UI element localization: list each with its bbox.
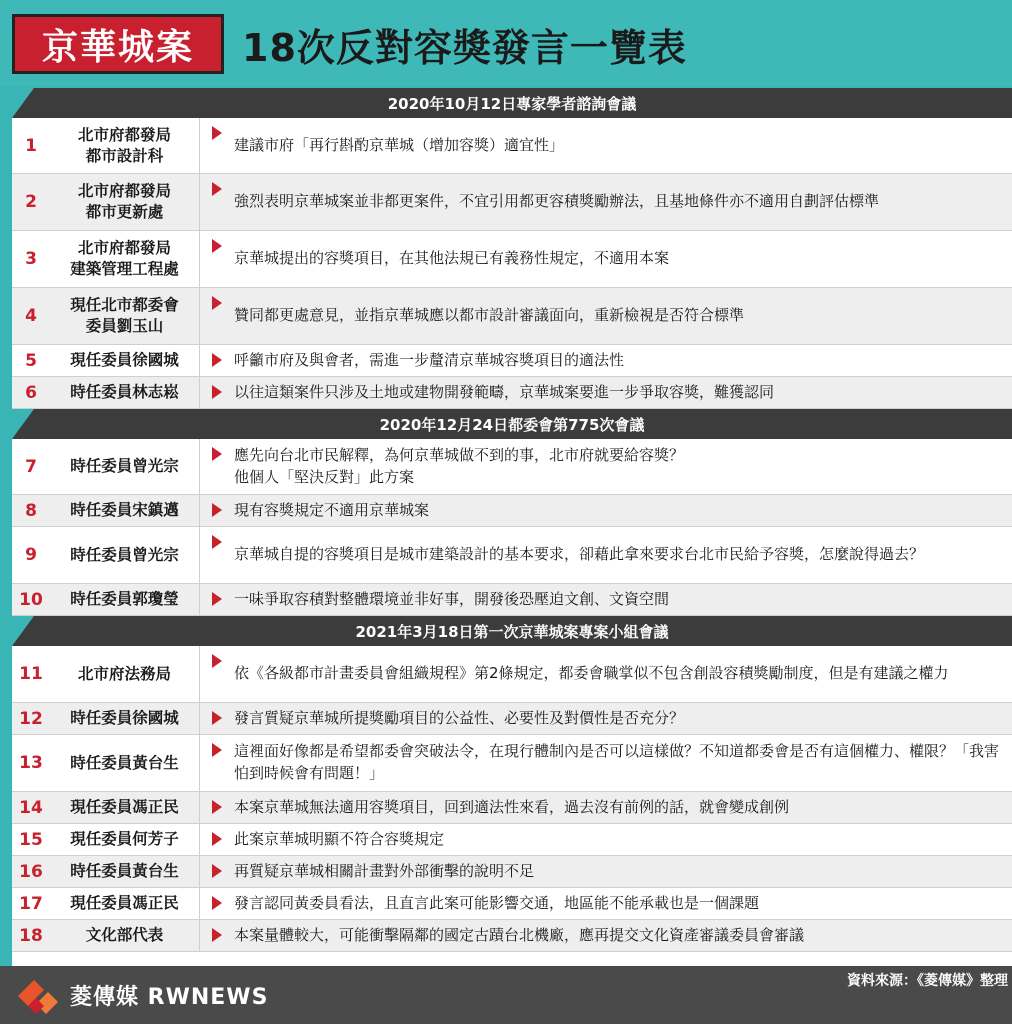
table-row (12, 646, 1012, 703)
brand-name: 菱傳媒 RWNEWS (70, 985, 269, 1010)
statement-text: 再質疑京華城相關計畫對外部衝擊的說明不足 (234, 861, 535, 880)
statement-cell (200, 495, 1012, 526)
triangle-bullet-icon (212, 126, 224, 140)
triangle-bullet-icon (212, 864, 224, 878)
triangle-bullet-icon (212, 182, 224, 196)
table-row (12, 792, 1012, 824)
table-row (12, 377, 1012, 409)
table-row (12, 584, 1012, 616)
table-row (12, 439, 1012, 495)
statement-cell (200, 118, 1012, 173)
statement-text: 京華城自提的容獎項目是城市建築設計的基本要求，卻藉此拿來要求台北市民給予容獎，怎麼說得過去？ (234, 545, 925, 564)
statement-text: 以往這類案件只涉及土地或建物開發範疇，京華城案要進一步爭取容獎，難獲認同 (234, 382, 775, 401)
row-number: 1 (25, 135, 37, 156)
speaker: 時任委員郭瓊瑩 (50, 584, 200, 615)
speaker: 現任委員馮正民 (50, 792, 200, 823)
table-row (12, 527, 1012, 584)
triangle-bullet-icon (212, 592, 224, 606)
triangle-bullet-icon (212, 503, 224, 517)
table-row (12, 288, 1012, 345)
statement-cell (200, 527, 1012, 583)
statement-cell (200, 345, 1012, 376)
page-header (0, 0, 1012, 86)
statement-cell (200, 584, 1012, 615)
page-footer (0, 966, 1012, 1024)
table-row (12, 174, 1012, 231)
table-row (12, 231, 1012, 288)
statement-text: 發言質疑京華城所提獎勵項目的公益性、必要性及對價性是否充分？ (234, 708, 685, 727)
triangle-bullet-icon (212, 832, 224, 846)
statement-cell (200, 792, 1012, 823)
triangle-bullet-icon (212, 654, 224, 668)
statement-text: 依《各級都市計畫委員會組織規程》第2條規定，都委會職掌似不包含創設容積獎勵制度，但是有建議之權力 (234, 664, 949, 683)
speaker: 北市府都發局 都市更新處 (50, 174, 200, 230)
triangle-bullet-icon (212, 535, 224, 549)
row-number: 4 (25, 306, 37, 326)
speaker: 時任委員黃台生 (50, 735, 200, 791)
row-number: 15 (19, 829, 43, 850)
row-number: 8 (25, 500, 37, 521)
speaker: 現任委員何芳子 (50, 824, 200, 855)
speaker: 時任委員徐國城 (50, 703, 200, 734)
triangle-bullet-icon (212, 743, 224, 757)
triangle-bullet-icon (212, 800, 224, 814)
table-row (12, 345, 1012, 377)
statements-table (12, 88, 1012, 966)
speaker: 北市府都發局 建築管理工程處 (50, 231, 200, 287)
row-number: 3 (25, 249, 37, 269)
row-number: 13 (19, 753, 43, 773)
speaker: 時任委員黃台生 (50, 856, 200, 887)
statement-text: 本案量體較大，可能衝擊隔鄰的國定古蹟台北機廠，應再提交文化資產審議委員會審議 (234, 925, 805, 944)
speaker: 文化部代表 (50, 920, 200, 951)
statement-text: 此案京華城明顯不符合容獎規定 (234, 829, 445, 848)
row-number: 7 (25, 456, 37, 477)
speaker: 現任委員徐國城 (50, 345, 200, 376)
statement-cell (200, 439, 1012, 494)
statement-text: 強烈表明京華城案並非都更案件，不宜引用都更容積獎勵辦法，且基地條件亦不適用自劃評估標準 (234, 192, 880, 211)
statement-text: 呼籲市府及與會者，需進一步釐清京華城容獎項目的適法性 (234, 350, 625, 369)
statement-cell (200, 377, 1012, 408)
statement-text: 京華城提出的容獎項目，在其他法規已有義務性規定，不適用本案 (234, 249, 670, 268)
statement-text: 建議市府「再行斟酌京華城（增加容獎）適宜性」 (234, 135, 565, 154)
row-number: 12 (19, 708, 43, 729)
table-row (12, 118, 1012, 174)
speaker: 時任委員曾光宗 (50, 439, 200, 494)
statement-cell (200, 646, 1012, 702)
statement-cell (200, 824, 1012, 855)
triangle-bullet-icon (212, 896, 224, 910)
row-number: 2 (25, 192, 37, 212)
statement-cell (200, 174, 1012, 230)
triangle-bullet-icon (212, 385, 224, 399)
title-badge: 京華城案 (12, 14, 224, 74)
triangle-bullet-icon (212, 353, 224, 367)
table-row (12, 856, 1012, 888)
statement-cell (200, 920, 1012, 951)
row-number: 6 (25, 382, 37, 403)
speaker: 現任委員馮正民 (50, 888, 200, 919)
table-row (12, 920, 1012, 952)
statement-cell (200, 735, 1012, 791)
source-note: 資料來源：《菱傳媒》整理 (847, 973, 1008, 989)
triangle-bullet-icon (212, 239, 224, 253)
statement-cell (200, 231, 1012, 287)
table-row (12, 824, 1012, 856)
triangle-bullet-icon (212, 296, 224, 310)
speaker: 北市府都發局 都市設計科 (50, 118, 200, 173)
statement-cell (200, 888, 1012, 919)
triangle-bullet-icon (212, 928, 224, 942)
statement-cell (200, 288, 1012, 344)
statement-text: 一味爭取容積對整體環境並非好事，開發後恐壓迫文創、文資空間 (234, 589, 670, 608)
statement-text: 這裡面好像都是希望都委會突破法令，在現行體制內是否可以這樣做？不知道都委會是否有這個權力、權限？「我害怕到時候會有問題！」 (234, 742, 1000, 782)
table-row (12, 495, 1012, 527)
row-number: 16 (19, 861, 43, 882)
row-number: 9 (25, 545, 37, 565)
row-number: 10 (19, 589, 43, 610)
speaker: 現任北市都委會 委員劉玉山 (50, 288, 200, 344)
table-row (12, 888, 1012, 920)
statement-text: 現有容獎規定不適用京華城案 (234, 500, 430, 519)
table-row (12, 703, 1012, 735)
statement-text: 贊同都更處意見，並指京華城應以都市設計審議面向，重新檢視是否符合標準 (234, 306, 745, 325)
rwnews-logo-icon (14, 974, 62, 1016)
section-header: 2020年10月12日專家學者諮詢會議 (12, 88, 1012, 118)
statement-text: 應先向台北市民解釋，為何京華城做不到的事，北市府就要給容獎？ 他個人「堅決反對」此方案 (234, 445, 685, 486)
row-number: 11 (19, 664, 43, 684)
statement-cell (200, 703, 1012, 734)
speaker: 時任委員宋鎮邁 (50, 495, 200, 526)
speaker: 北市府法務局 (50, 646, 200, 702)
row-number: 18 (19, 925, 43, 946)
statement-text: 發言認同黃委員看法，且直言此案可能影響交通，地區能不能承載也是一個課題 (234, 893, 760, 912)
speaker: 時任委員林志崧 (50, 377, 200, 408)
section-header: 2021年3月18日第一次京華城案專案小組會議 (12, 616, 1012, 646)
triangle-bullet-icon (212, 447, 224, 461)
row-number: 17 (19, 893, 43, 914)
triangle-bullet-icon (212, 711, 224, 725)
statement-text: 本案京華城無法適用容獎項目，回到適法性來看，過去沒有前例的話，就會變成創例 (234, 797, 790, 816)
table-row (12, 735, 1012, 792)
speaker: 時任委員曾光宗 (50, 527, 200, 583)
row-number: 5 (25, 350, 37, 371)
row-number: 14 (19, 797, 43, 818)
statement-cell (200, 856, 1012, 887)
page-title: 18次反對容獎發言一覽表 (242, 25, 687, 70)
section-header: 2020年12月24日都委會第775次會議 (12, 409, 1012, 439)
